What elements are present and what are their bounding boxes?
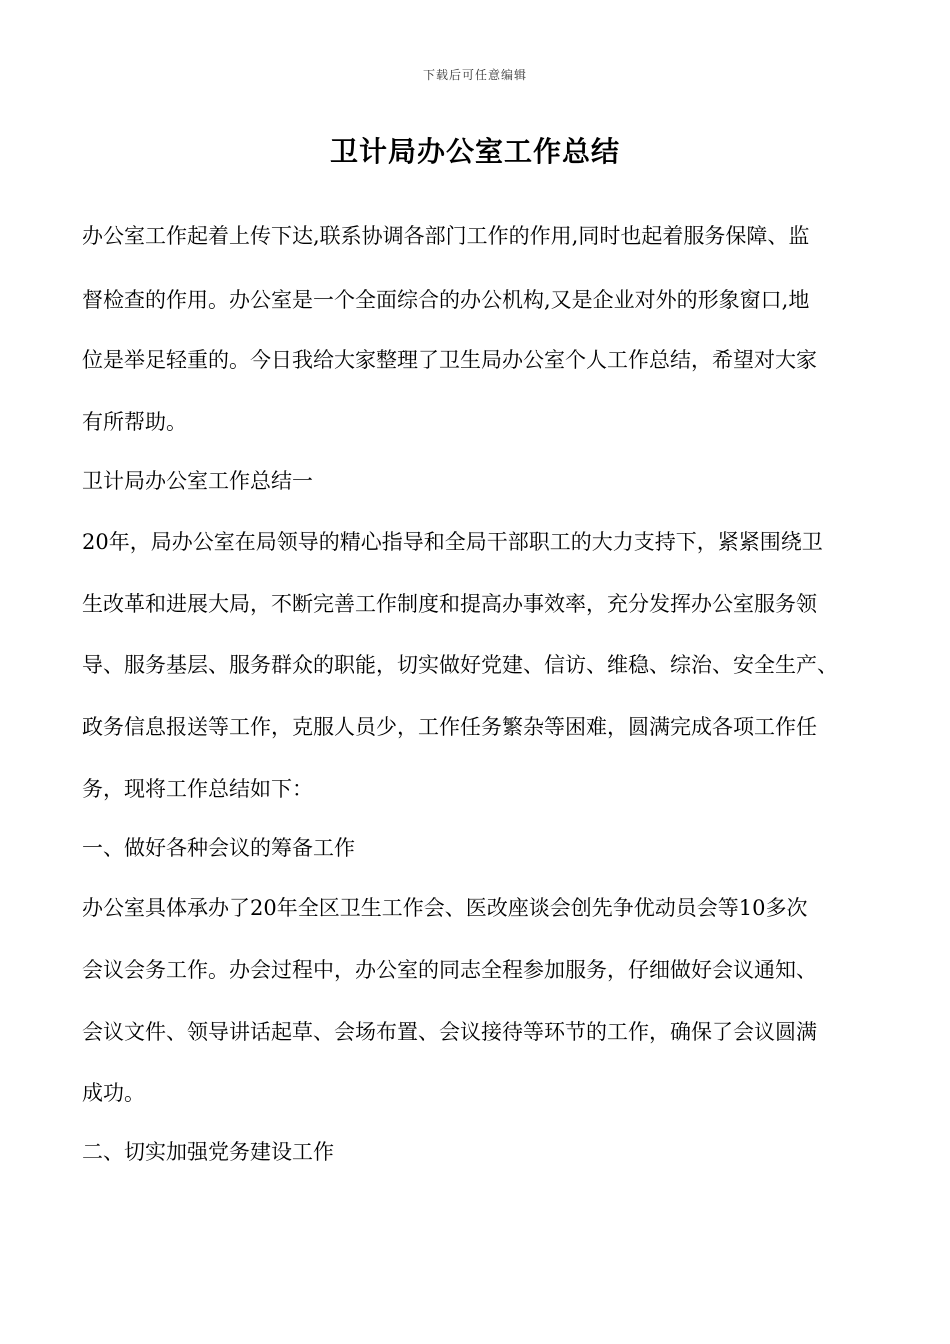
text-line: 督检查的作用。办公室是一个全面综合的办公机构,又是企业对外的形象窗口,地 bbox=[82, 288, 810, 312]
header-note: 下载后可任意编辑 bbox=[422, 68, 527, 82]
section-heading: 一、做好各种会议的筹备工作 bbox=[82, 836, 355, 860]
text-line: 有所帮助。 bbox=[82, 410, 187, 434]
text-line: 成功。 bbox=[82, 1081, 145, 1105]
text-line: 导、服务基层、服务群众的职能，切实做好党建、信访、维稳、综治、安全生产、 bbox=[82, 653, 838, 677]
document-title: 卫计局办公室工作总结 bbox=[329, 135, 620, 168]
text-line: 办公室工作起着上传下达,联系协调各部门工作的作用,同时也起着服务保障、监 bbox=[82, 224, 810, 248]
text-line: 会议会务工作。办会过程中，办公室的同志全程参加服务，仔细做好会议通知、 bbox=[82, 958, 817, 982]
text-line: 政务信息报送等工作，克服人员少，工作任务繁杂等困难，圆满完成各项工作任 bbox=[82, 715, 817, 739]
text-line: 20年，局办公室在局领导的精心指导和全局干部职工的大力支持下，紧紧围绕卫 bbox=[82, 530, 823, 554]
text-line: 位是举足轻重的。今日我给大家整理了卫生局办公室个人工作总结，希望对大家 bbox=[82, 348, 817, 372]
text-line: 生改革和进展大局，不断完善工作制度和提高办事效率，充分发挥办公室服务领 bbox=[82, 592, 817, 616]
section-heading: 二、切实加强党务建设工作 bbox=[82, 1140, 334, 1164]
text-line: 会议文件、领导讲话起草、会场布置、会议接待等环节的工作，确保了会议圆满 bbox=[82, 1020, 817, 1044]
text-line: 务，现将工作总结如下： bbox=[82, 777, 313, 801]
section-heading: 卫计局办公室工作总结一 bbox=[82, 469, 313, 493]
text-line: 办公室具体承办了20年全区卫生工作会、医改座谈会创先争优动员会等10多次 bbox=[82, 896, 808, 920]
